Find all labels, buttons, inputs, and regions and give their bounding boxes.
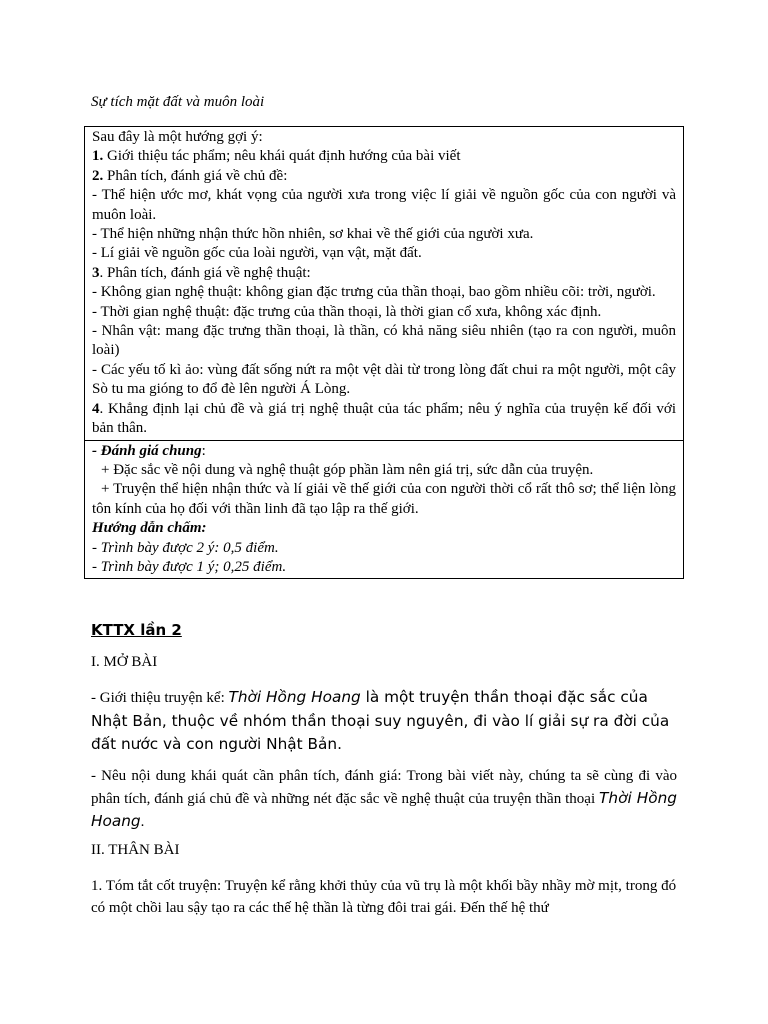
scoring-rule-1: - Trình bày được 2 ý: 0,5 điểm. bbox=[92, 539, 279, 556]
content-paragraph bbox=[91, 765, 677, 833]
scoring-label: Hướng dẫn chấm: bbox=[92, 520, 207, 537]
item-3-bullet-2: - Thời gian nghệ thuật: đặc trưng của thần thoại, là thời gian cổ xưa, không xác định. bbox=[92, 303, 602, 320]
section-heading: KTTX lần 2 bbox=[91, 621, 182, 639]
evaluation-point-1: + Đặc sắc về nội dung và nghệ thuật góp phần làm nên giá trị, sức dẫn của truyện. bbox=[101, 461, 594, 478]
evaluation-colon: : bbox=[201, 442, 206, 459]
guide-item-3 bbox=[92, 264, 676, 283]
rubric-table bbox=[84, 126, 684, 579]
intro-prefix: - Giới thiệu truyện kể: bbox=[91, 690, 229, 706]
guide-item-2 bbox=[92, 167, 676, 186]
evaluation-point-2: + Truyện thể hiện nhận thức và lí giải về thế giới của con người thời cổ rất thô sơ; thể liện lòng tôn kính của họ đối với thần linh đã tạo lập ra thế giới. bbox=[92, 481, 676, 517]
item-2-bullet-3: - Lí giải về nguồn gốc của loài người, vạn vật, mặt đất. bbox=[92, 245, 422, 262]
guide-cell bbox=[85, 127, 683, 440]
item-4-number: 4 bbox=[92, 400, 100, 417]
item-3-number: 3 bbox=[92, 264, 100, 281]
content-prefix: - Nêu nội dung khái quát cần phân tích, đánh giá: Trong bài viết này, chúng ta sẽ cùng đi vào phân tích, đánh giá chủ đề và những nét đặc sắc về nghệ thuật của truyện thần thoại bbox=[91, 768, 677, 807]
guide-intro: Sau đây là một hướng gợi ý: bbox=[92, 129, 263, 145]
item-1-number: 1. bbox=[92, 148, 104, 165]
item-3-bullet-3: - Nhân vật: mang đặc trưng thần thoại, là thần, có khả năng siêu nhiên (tạo ra con người, muôn loài) bbox=[92, 323, 676, 359]
item-3-text: . Phân tích, đánh giá về nghệ thuật: bbox=[99, 264, 311, 281]
mo-bai-heading: I. MỞ BÀI bbox=[91, 654, 158, 670]
summary-paragraph: 1. Tóm tắt cốt truyện: Truyện kể rằng khởi thủy của vũ trụ là một khối bầy nhầy mờ mịt, trong đó có một chồi lau sậy tạo ra các thế hệ thần là từng đôi trai gái. Đến thế hệ thứ bbox=[91, 878, 677, 916]
item-1-text: Giới thiệu tác phẩm; nêu khái quát định hướng của bài viết bbox=[103, 148, 461, 165]
item-2-bullet-1: - Thể hiện ước mơ, khát vọng của người xưa trong việc lí giải về nguồn gốc của con người và muôn loài. bbox=[92, 187, 676, 223]
than-bai-heading: II. THÂN BÀI bbox=[91, 842, 180, 858]
intro-paragraph bbox=[91, 686, 677, 757]
item-2-number: 2. bbox=[92, 167, 104, 184]
intro-rest: là một truyện thần thoại đặc sắc của Nhật Bản, thuộc về nhóm thần thoại suy nguyên, đi vào lí giải sự ra đời của đất nước và con người Nhật Bản. bbox=[91, 688, 670, 753]
item-2-bullet-2: - Thể hiện những nhận thức hồn nhiên, sơ khai về thế giới của người xưa. bbox=[92, 226, 534, 243]
content-story-title: Thời Hồng Hoang bbox=[91, 789, 677, 830]
item-4-text: . Khẳng định lại chủ đề và giá trị nghệ thuật của tác phẩm; nêu ý nghĩa của truyện kế đối với bản thân. bbox=[92, 400, 676, 437]
evaluation-heading bbox=[92, 442, 676, 461]
content-end: . bbox=[140, 814, 145, 830]
intro-story-title: Thời Hồng Hoang bbox=[228, 688, 361, 706]
guide-item-1 bbox=[92, 147, 676, 166]
evaluation-cell bbox=[85, 440, 683, 579]
guide-item-4 bbox=[92, 400, 676, 439]
item-3-bullet-4: - Các yếu tố kì ảo: vùng đất sống nứt ra một vệt dài từ trong lòng đất chui ra một người, một cây Sò tu ma gióng to đổ đè lên người Á Lòng. bbox=[92, 361, 676, 398]
item-2-text: Phân tích, đánh giá về chủ đề: bbox=[103, 167, 288, 184]
scoring-rule-2: - Trình bày được 1 ý; 0,25 điểm. bbox=[92, 558, 287, 575]
document-title: Sự tích mặt đất và muôn loài bbox=[91, 94, 265, 110]
evaluation-label: - Đánh giá chung bbox=[92, 442, 202, 459]
item-3-bullet-1: - Không gian nghệ thuật: không gian đặc trưng của thần thoại, bao gồm nhiều cõi: trời, người. bbox=[92, 284, 656, 301]
